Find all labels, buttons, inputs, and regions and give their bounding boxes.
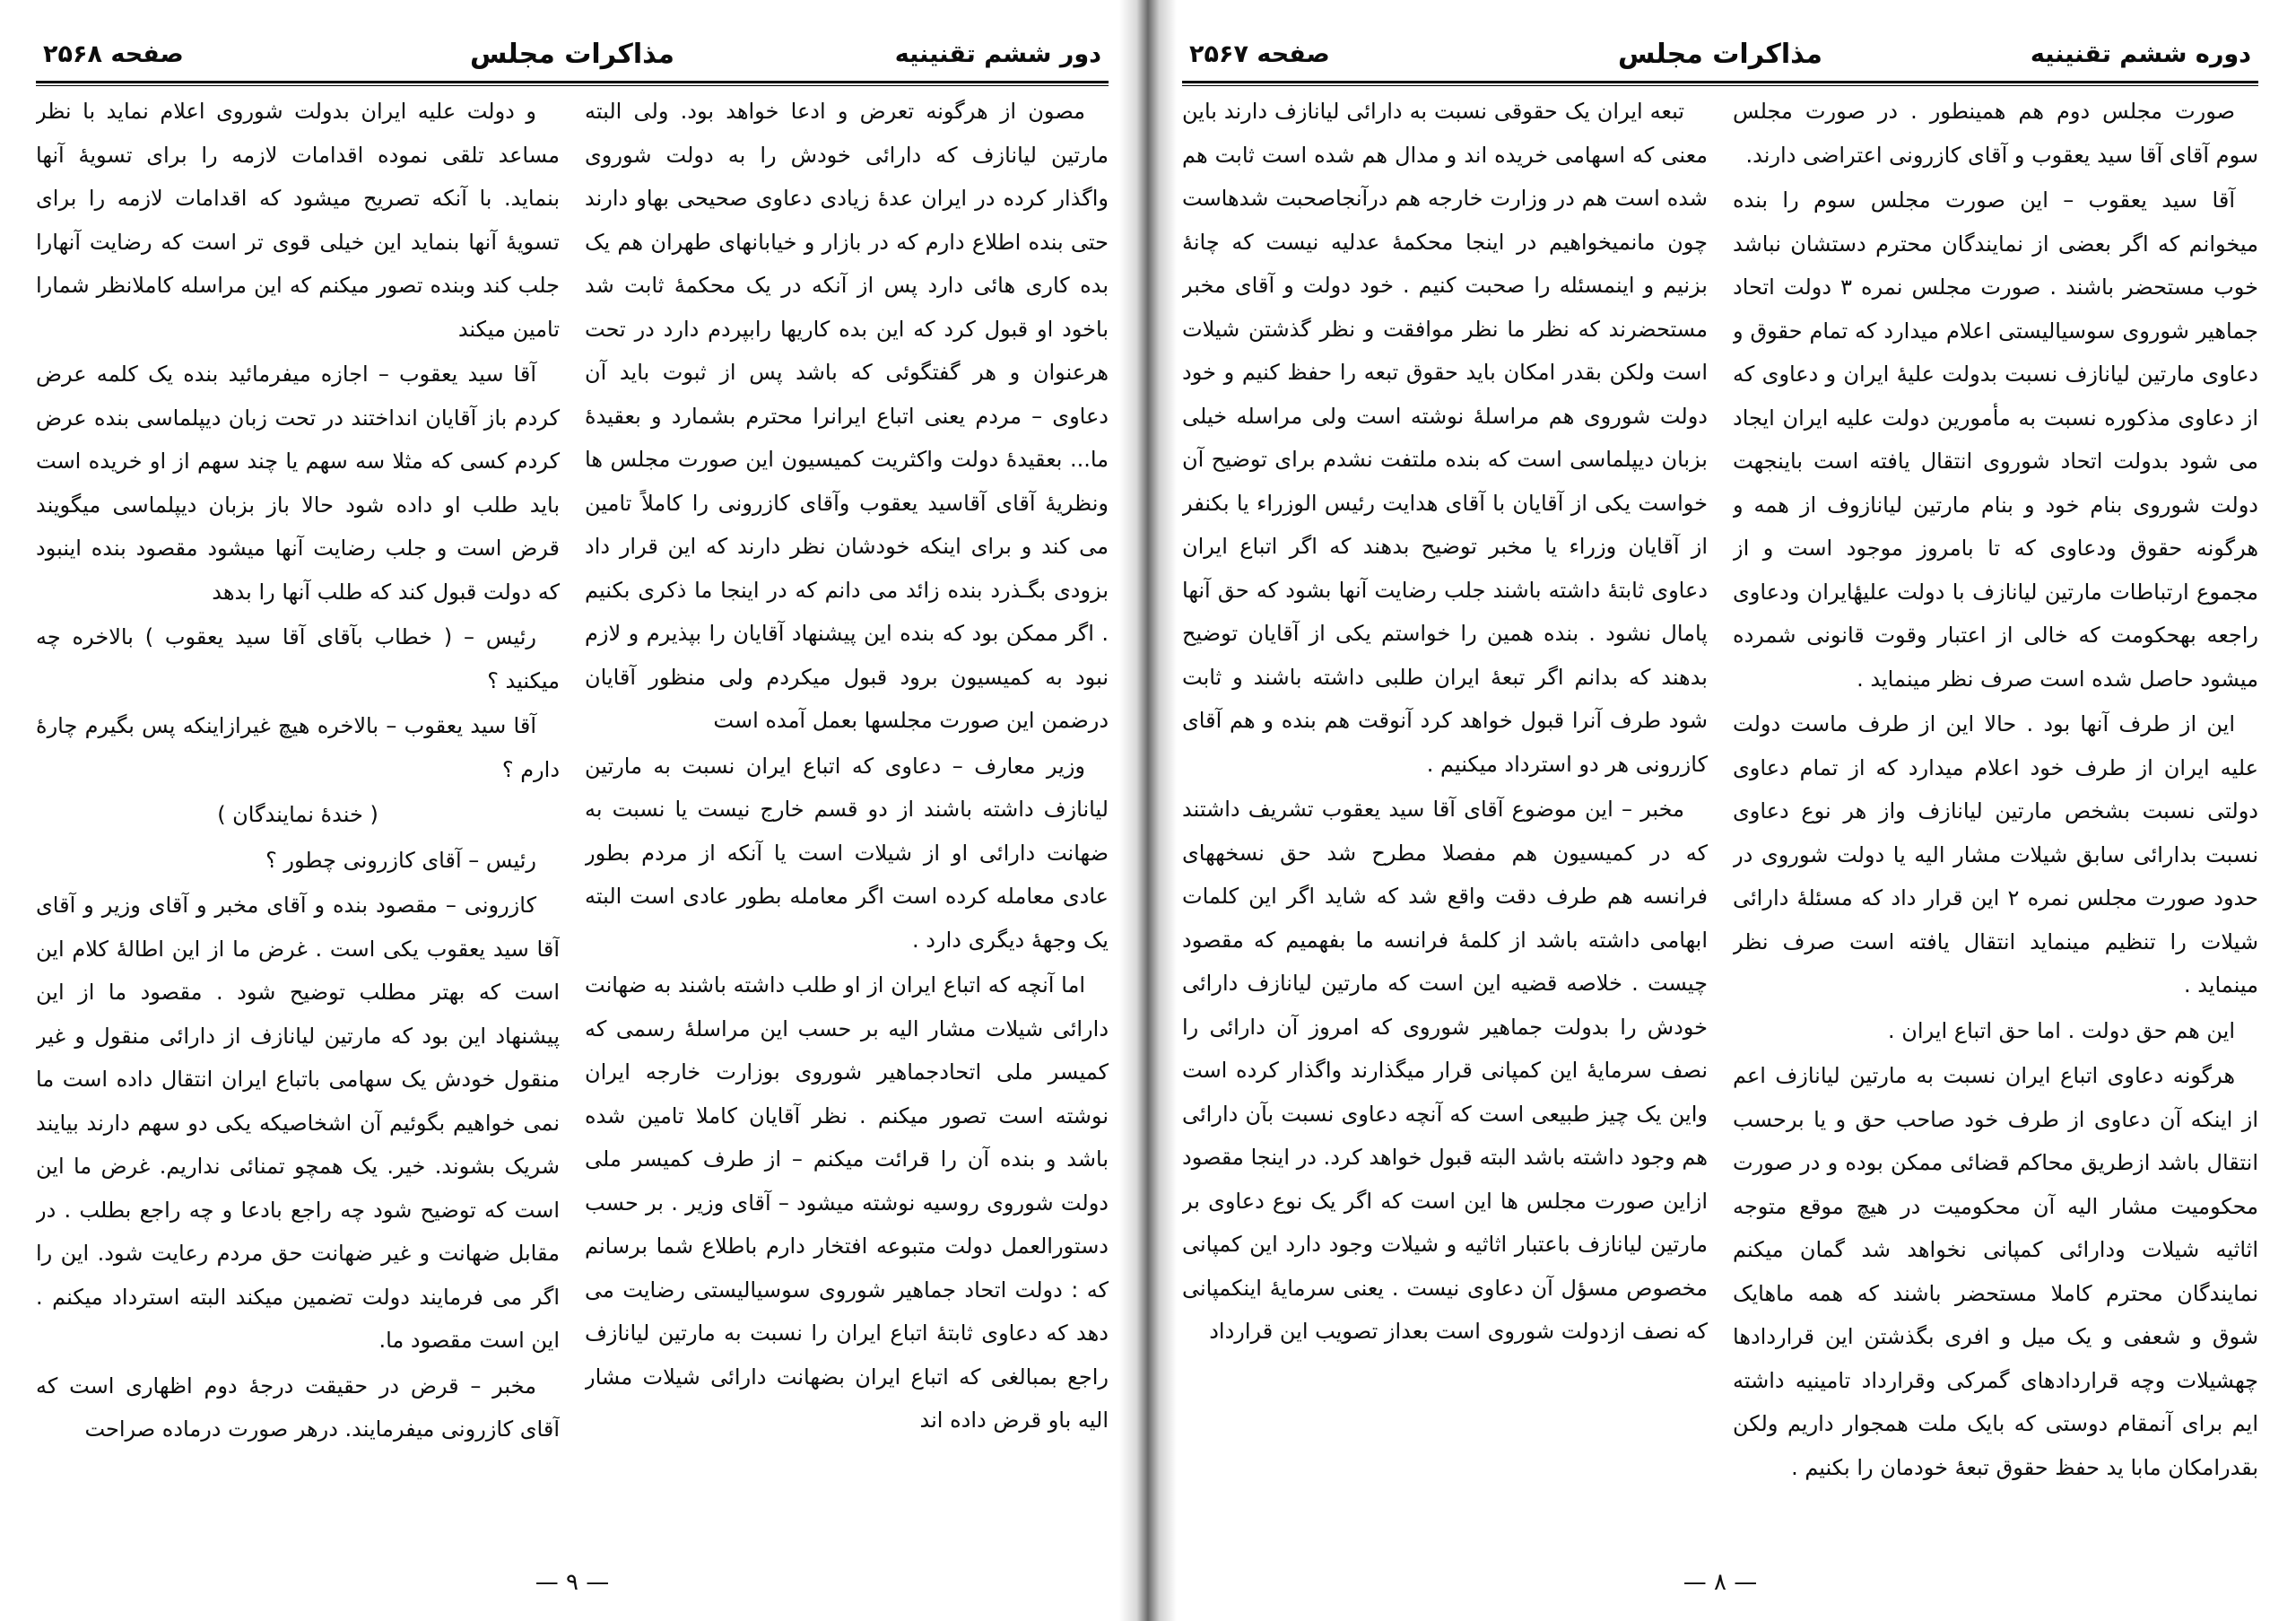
paragraph: اما آنچه که اتباع ایران از او طلب داشته باشند به ضهانت دارائی شیلات مشار الیه بر حسب این مراسلهٔ رسمی که کمیسر ملی اتحادجماهیر شوروی بوزارت خارجه ایران نوشته است تصور میکنم . نظر آقایان کاملا تامین شده باشد و بنده آن را قرائت میکنم – از طرف کمیسر ملی دولت شوروی روسیه نوشته میشود – آقای وزیر . بر حسب دستورالعمل دولت متبوعه افتخار دارم باطلاع شما برسانم که : دولت اتحاد جماهیر شوروی سوسیالیستی رضایت می دهد که دعاوی ثابتهٔ اتباع ایران را نسبت به مارتین لیانازف راجع بمبالغی که اتباع ایران بضهانت دارائی شیلات مشار الیه باو قرض داده اند <box>585 972 1109 1433</box>
paragraph: هرگونه دعاوی اتباع ایران نسبت به مارتین لیانازف اعم از اینکه آن دعاوی از طرف خود صاحب حق و یا برحسب انتقال باشد ازطریق محاکم قضائی ممکن بوده و در صورت محکومیت مشار الیه آن محکومیت در هیچ موقع متوجه اثاثیه شیلات ودارائی کمپانی نخواهد شد گمان میکنم نمایندگان محترم کاملا مستحضر باشند که همه ماهایک شوق و شعفی و یک میل و افری بگذشتن این قراردادها چهشیلات وچه قراردادهای گمرکی وقرارداد تامینیه داشته ایم برای آنمقام دوستی که بایک ملت همجوار داریم ولکن بقدرامکان مابا ید حفظ حقوق تبعهٔ خودمان را بکنیم . <box>1733 1063 2258 1480</box>
book-gutter-shadow <box>1119 0 1177 1621</box>
text-column-left <box>36 90 560 1540</box>
right-page <box>1182 0 2258 1621</box>
session-label: دوره ششم تقنینیه <box>2030 40 2251 68</box>
paragraph: مخبر – قرض در حقیقت درجهٔ دوم اظهاری است که آقای کازرونی میفرمایند. درهر صورت درماده صراحت <box>36 1373 560 1442</box>
header-rule <box>36 81 1109 86</box>
page-number-label: صفحه ۲۵۶۷ <box>1189 40 1330 68</box>
header-rule <box>1182 81 2258 86</box>
right-page-columns <box>1182 90 2258 1540</box>
folio-number: — ۸ — <box>1683 1569 1758 1596</box>
session-label: دور ششم تقنینیه <box>894 40 1101 68</box>
paragraph: مصون از هرگونه تعرض و ادعا خواهد بود. ولی البته مارتین لیانازف که دارائی خودش را به دولت شوروی واگذار کرده در ایران عدهٔ زیادی دعاوی صحیحی بهاو دارند حتی بنده اطلاع دارم که در بازار و خیابانهای طهران هم یک بده کاری هائی دارد پس از آنکه در یک محکمهٔ ثابت شد باخود او قبول کرد که این بده کاریها رابپردم دارد در تحت هرعنوان و هر گفتگوئی که باشد پس از ثبوت باید آن دعاوی – مردم یعنی اتباع ایرانرا محترم بشمارد و بعقیدهٔ ما... بعقیدهٔ دولت واکثریت کمیسیون این صورت مجلس ها ونظریهٔ آقای آقاسید یعقوب وآقای کازرونی را کاملاً تامین می کند و برای اینکه خودشان نظر دارند که این قرار داد بزودی بگـذرد بنده زائد می دانم که در اینجا ما ذکری بکنیم . اگر ممکن بود که بنده این پیشنهاد آقایان را بپذیرم و لازم نبود به کمیسیون برود قبول میکردم ولی منظور آقایان درضمن این صورت مجلسها بعمل آمده است <box>585 99 1109 733</box>
paragraph: کازرونی – مقصود بنده و آقای مخبر و آقای وزیر و آقای آقا سید یعقوب یکی است . غرض ما از این اطالهٔ کلام این است که بهتر مطلب توضیح شود . مقصود ما از این پیشنهاد این بود که مارتین لیانازف از دارائی منقول و غیر منقول خودش یک سهامی باتباع ایران انتقال داده است ما نمی خواهیم بگوئیم آن اشخاصیکه یکی دو سهم دارند بیایند شریک بشوند. خیر. یک همچو تمنائی نداریم. غرض ما این است که توضیح شود چه راجع بادعا و چه راجع بطلب . در مقابل ضهانت و غیر ضهانت حق مردم رعایت شود. این را اگر می فرمایند دولت تضمین میکند البته استرداد میکنم . این است مقصود ما. <box>36 893 560 1353</box>
paragraph: تبعه ایران یک حقوقی نسبت به دارائی لیانازف دارند باین معنی که اسهامی خریده اند و مدال هم شده است ثابت هم شده است هم در وزارت خارجه هم درآنجاصحبت شدهاست چون مانمیخواهیم در اینجا محکمهٔ عدلیه نیست که چانهٔ بزنیم و اینمسئله را صحبت کنیم . خود دولت و آقای مخبر مستحضرند که نظر ما نظر موافقت و نظر گذشتن شیلات است ولکن بقدر امکان باید حقوق تبعه را حفظ کنیم و خود دولت شوروی هم مراسلهٔ نوشته است ولی مراسله خیلی بزبان دیپلماسی است که بنده ملتفت نشدم برای توضیح آن خواست یکی از آقایان با آقای هدایت رئیس الوزراء یا بکنفر از آقایان وزراء یا مخبر توضیح بدهند که اگر اتباع ایران دعاوی ثابتهٔ داشته باشند جلب رضایت آنها بشود که حق آنها پامال نشود . بنده همین را خواستم یکی از آقایان توضیح بدهند که بدانم اگر تبعهٔ ایران طلبی داشته باشند و ثابت شود طرف آنرا قبول خواهد کرد آنوقت هم بنده و هم آقای کازرونی هر دو استرداد میکنیم . <box>1182 99 1708 777</box>
running-title: مذاکرات مجلس <box>469 39 675 70</box>
running-title: مذاکرات مجلس <box>1617 39 1823 70</box>
text-column-left <box>1182 90 1708 1540</box>
paragraph: رئیس – آقای کازرونی چطور ؟ <box>265 847 536 873</box>
paragraph: مخبر – این موضوع آقای آقا سید یعقوب تشریف داشتند که در کمیسیون هم مفصلا مطرح شد حق نسخههای فرانسه هم طرف دقت واقع شد که شاید اگر این کلمات ابهامی داشته باشد از کلمهٔ فرانسه ما بفهمیم که مقصود چیست . خلاصه قضیه این است که مارتین لیانازف دارائی خودش را بدولت جماهیر شوروی که امروز آن دارائی را نصف سرمایهٔ این کمپانی قرار میگذارند واگذار کرده است واین یک چیز طبیعی است که آنچه دعاوی نسبت بآن دارائی هم وجود داشته باشد البته قبول خواهد کرد. در اینجا مقصود ازاین صورت مجلس ها این است که اگر یک نوع دعاوی بر مارتین لیانازف باعتبار اثاثیه و شیلات وجود دارد این کمپانی مخصوص مسؤل آن دعاوی نیست . یعنی سرمایهٔ اینکمپانی که نصف ازدولت شوروی است بعداز تصویب این قرارداد <box>1182 797 1708 1344</box>
text-column-right <box>585 90 1109 1540</box>
left-page-header <box>36 34 1109 75</box>
paragraph: آقا سید یعقوب – بالاخره هیچ غیرازاینکه پس بگیرم چارهٔ دارم ؟ <box>36 713 560 782</box>
paragraph: این هم حق دولت . اما حق اتباع ایران . <box>1888 1017 2235 1043</box>
paragraph: وزیر معارف – دعاوی که اتباع ایران نسبت به مارتین لیانازف داشته باشند از دو قسم خارج نیست یا نسبت به ضهانت دارائی او از شیلات است یا آنکه از مردم بطور عادی معامله کرده است اگر معامله بطور عادی است البته یک وجههٔ دیگری دارد . <box>585 753 1109 953</box>
left-page-columns <box>36 90 1109 1540</box>
paragraph: این از طرف آنها بود . حالا این از طرف ماست دولت علیه ایران از طرف خود اعلام میدارد که از تمام دعاوی دولتی نسبت بشخص مارتین لیانازف واز هر نوع دعاوی نسبت بدارائی سابق شیلات مشار الیه یا دولت شوروی در حدود صورت مجلس نمره ۲ این قرار داد که مسئلهٔ دارائی شیلات را تنظیم مینماید انتقال یافته است صرف نظر مینماید . <box>1733 711 2258 998</box>
left-page <box>36 0 1109 1621</box>
stage-direction: ( خندهٔ نمایندگان ) <box>217 802 378 827</box>
paragraph: آقا سید یعقوب – اجازه میفرمائید بنده یک کلمه عرض کردم باز آقایان انداختند در تحت زبان دیپلماسی بنده عرض کردم کسی که مثلا سه سهم یا چند سهم از او خریده است باید طلب او داده شود حالا باز بزبان دیپلماسی میگویند قرض است و جلب رضایت آنها میشود مقصود بنده اینبود که دولت قبول کند که طلب آنها را بدهد <box>36 362 560 605</box>
page-number-label: صفحه ۲۵۶۸ <box>43 40 184 68</box>
paragraph: صورت مجلس دوم هم همینطور . در صورت مجلس سوم آقای آقا سید یعقوب و آقای کازرونی اعتراضی دارند. <box>1733 99 2258 168</box>
paragraph: رئیس – ( خطاب بآقای آقا سید یعقوب ) بالاخره چه میکنید ؟ <box>36 624 560 693</box>
paragraph: آقا سید یعقوب – این صورت مجلس سوم را بنده میخوانم که اگر بعضی از نمایندگان محترم دستشان نباشد خوب مستحضر باشند . صورت مجلس نمره ۳ دولت اتحاد جماهیر شوروی سوسیالیستی اعلام میدارد که تمام حقوق و دعاوی مارتین لیانازف نسبت بدولت علیهٔ ایران و دعاوی که از دعاوی مذکوره نسبت به مأمورین دولت علیه ایران ایجاد می شود بدولت اتحاد شوروی انتقال یافته است باینجهت دولت شوروی بنام خود و بنام مارتین لیانازوف از همه و هرگونه حقوق ودعاوی که تا بامروز موجود است و از مجموع ارتباطات مارتین لیانازف با دولت علیهٔایران ودعاوی راجعه بهحکومت که خالی از اعتبار وقوت قانونی شمرده میشود حاصل شده است صرف نظر مینماید . <box>1733 187 2258 692</box>
right-page-header <box>1182 34 2258 75</box>
folio-number: — ۹ — <box>535 1569 610 1596</box>
text-column-right <box>1733 90 2258 1540</box>
paragraph: و دولت علیه ایران بدولت شوروی اعلام نماید با نظر مساعد تلقی نموده اقدامات لازمه را برای تسویهٔ آنها بنماید. با آنکه تصریح میشود که اقدامات لازمه را برای تسویهٔ آنها بنماید این خیلی قوی تر است که رضایت آنهارا جلب کند وبنده تصور میکنم که این مراسله کاملانظر شمارا تامین میکند <box>36 99 560 342</box>
